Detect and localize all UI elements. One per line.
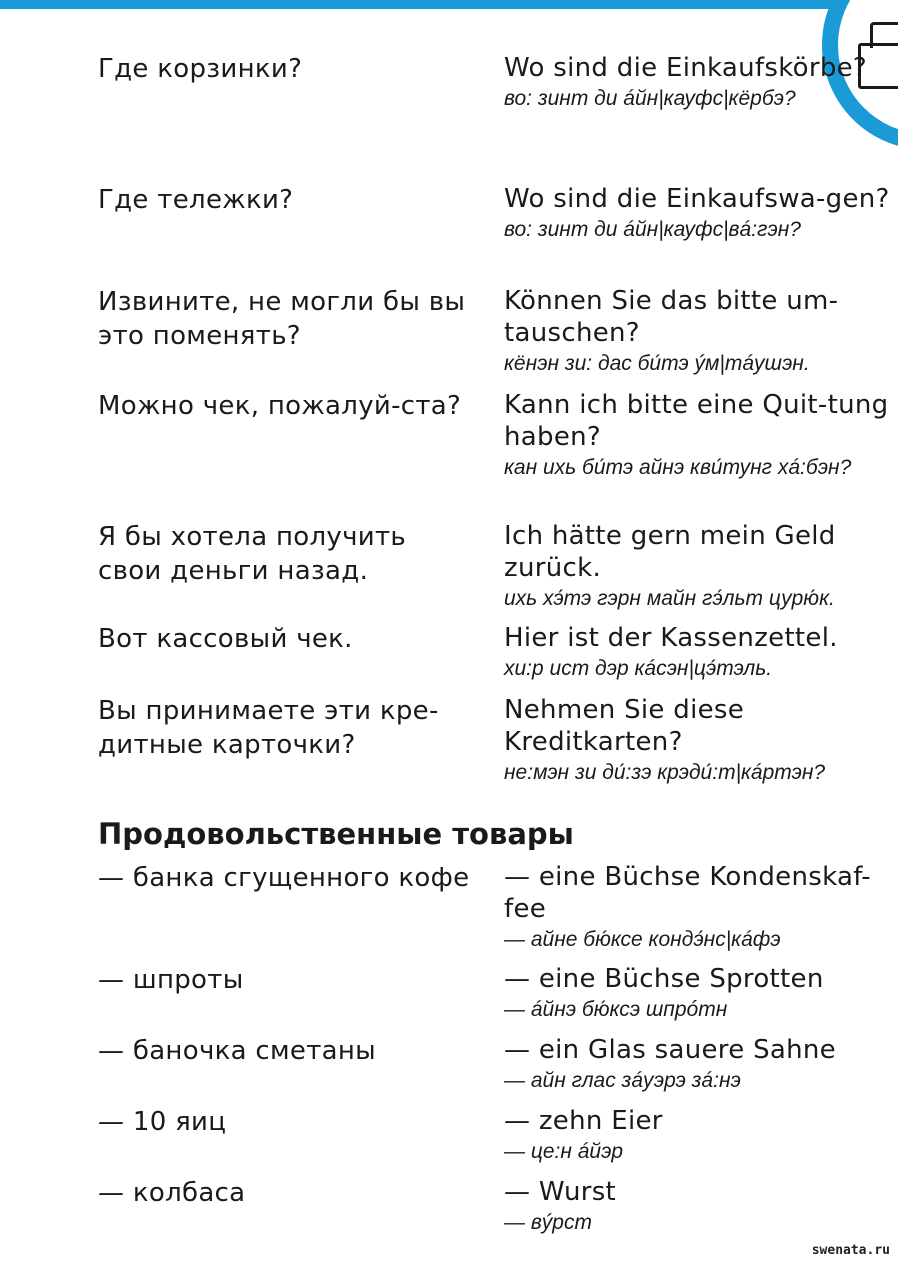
pronunciation: во: зинт ди áйн|кауфс|вá:гэн? bbox=[504, 218, 801, 241]
german-column bbox=[504, 183, 894, 245]
german-column bbox=[504, 1105, 894, 1167]
german-column bbox=[504, 285, 894, 379]
german-phrase: Können Sie das bitte um-tauschen? bbox=[504, 286, 839, 348]
russian-phrase: Извините, не могли бы вы это поменять? bbox=[98, 287, 466, 351]
pronunciation: не:мэн зи ди́:зэ крэди́:т|кáртэн? bbox=[504, 761, 826, 784]
german-column bbox=[504, 963, 894, 1025]
russian-phrase: Вы принимаете эти кре-дитные карточки? bbox=[98, 696, 439, 760]
russian-food: — колбаса bbox=[98, 1178, 246, 1208]
pronunciation: — це:н áйэр bbox=[504, 1140, 624, 1163]
pronunciation: — айн глас зáуэрэ зá:нэ bbox=[504, 1069, 741, 1092]
german-food: — Wurst bbox=[504, 1177, 617, 1207]
pronunciation: кёнэн зи: дас би́тэ ýм|тáушэн. bbox=[504, 352, 810, 375]
german-phrase: Wo sind die Einkaufskörbe? bbox=[504, 53, 868, 83]
russian-food: — банка сгущенного кофе bbox=[98, 863, 470, 893]
german-column bbox=[504, 1176, 894, 1238]
pronunciation: хи:р ист дэр кáсэн|цэ́тэль. bbox=[504, 657, 773, 680]
russian-phrase: Я бы хотела получить свои деньги назад. bbox=[98, 522, 407, 586]
pronunciation: ихь хэ́тэ гэрн майн гэ́льт цурю́к. bbox=[504, 587, 835, 610]
german-phrase: Nehmen Sie diese Kreditkarten? bbox=[504, 695, 745, 757]
pronunciation: — айне бю́ксе кондэ́нс|кáфэ bbox=[504, 928, 781, 951]
russian-food: — шпроты bbox=[98, 965, 244, 995]
pronunciation: — вýрст bbox=[504, 1211, 592, 1234]
german-food: — zehn Eier bbox=[504, 1106, 663, 1136]
pronunciation: во: зинт ди áйн|кауфс|кёрбэ? bbox=[504, 87, 796, 110]
german-column bbox=[504, 52, 894, 114]
top-accent-bar bbox=[0, 0, 898, 9]
section-title: Продовольственные товары bbox=[98, 817, 574, 851]
german-phrase: Ich hätte gern mein Geld zurück. bbox=[504, 521, 836, 583]
russian-phrase: Где тележки? bbox=[98, 185, 294, 215]
german-food: — eine Büchse Kondenskaf-fee bbox=[504, 862, 871, 924]
german-phrase: Hier ist der Kassenzettel. bbox=[504, 623, 838, 653]
russian-food: — 10 яиц bbox=[98, 1107, 227, 1137]
german-food: — eine Büchse Sprotten bbox=[504, 964, 824, 994]
german-column bbox=[504, 520, 894, 614]
german-column bbox=[504, 622, 894, 684]
german-column bbox=[504, 389, 894, 483]
russian-phrase: Где корзинки? bbox=[98, 54, 303, 84]
pronunciation: кан ихь би́тэ айнэ кви́тунг хá:бэн? bbox=[504, 456, 852, 479]
german-phrase: Wo sind die Einkaufswa-gen? bbox=[504, 184, 890, 214]
pronunciation: — áйнэ бю́ксэ шпрóтн bbox=[504, 998, 728, 1021]
german-phrase: Kann ich bitte eine Quit-tung haben? bbox=[504, 390, 889, 452]
footer-site-name: swenata.ru bbox=[811, 1243, 890, 1258]
russian-phrase: Вот кассовый чек. bbox=[98, 624, 353, 654]
german-column bbox=[504, 861, 894, 955]
german-food: — ein Glas sauere Sahne bbox=[504, 1035, 836, 1065]
russian-food: — баночка сметаны bbox=[98, 1036, 377, 1066]
german-column bbox=[504, 694, 894, 788]
russian-phrase: Можно чек, пожалуй-ста? bbox=[98, 391, 462, 421]
german-column bbox=[504, 1034, 894, 1096]
